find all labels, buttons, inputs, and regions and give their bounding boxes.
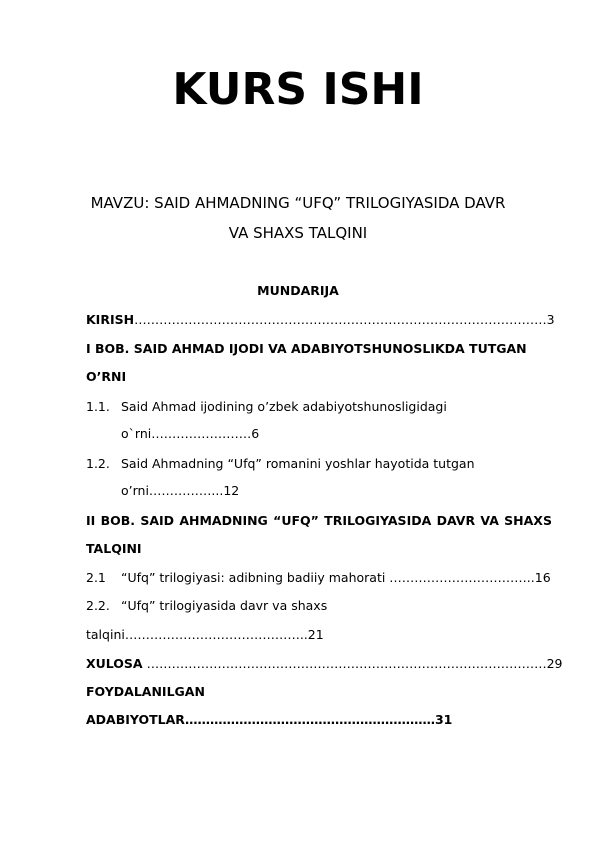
toc-chapter-2-word: BOB. — [100, 513, 136, 528]
toc-section-2-2-line-2: talqini……………………………………..21 — [86, 627, 324, 642]
toc-section-2-2-line-1: “Ufq” trilogiyasida davr va shaxs — [121, 598, 328, 613]
toc-chapter-2-word: AHMADNING — [179, 513, 268, 528]
toc-entry-label: ADABIYOTLAR — [86, 712, 185, 727]
toc-entry-dots: ……………………………………………………………………………………29 — [142, 656, 563, 671]
toc-section-1-2-number: 1.2. — [86, 456, 110, 471]
toc-section-2-1-line: “Ufq” trilogiyasi: adibning badiiy mahorati ……………………………..16 — [121, 570, 551, 585]
toc-section-1-1-line-1: Said Ahmad ijodining o’zbek adabiyotshunosligidagi — [121, 399, 447, 414]
toc-chapter-2-line-1 — [86, 513, 552, 528]
toc-chapter-2-word: SAID — [140, 513, 175, 528]
toc-entry-conclusion — [86, 656, 563, 672]
toc-chapter-2-word: SHAXS — [504, 513, 552, 528]
toc-chapter-1-line-2: O’RNI — [86, 369, 127, 384]
toc-section-1-2-line-2: o’rni……………...12 — [121, 483, 240, 498]
toc-entry-label: KIRISH — [86, 312, 135, 327]
toc-section-1-1-number: 1.1. — [86, 399, 110, 414]
toc-chapter-2-word: VA — [480, 513, 499, 528]
toc-chapter-1-line-1: I BOB. SAID AHMAD IJODI VA ADABIYOTSHUNOSLIKDA TUTGAN — [86, 341, 527, 356]
toc-chapter-2-word: DAVR — [436, 513, 476, 528]
toc-chapter-2-word: TRILOGIYASIDA — [324, 513, 432, 528]
toc-section-1-2-line-1: Said Ahmadning “Ufq” romanini yoshlar hayotida tutgan — [121, 456, 475, 471]
toc-entry-intro — [86, 312, 555, 328]
toc-chapter-2-line-2: TALQINI — [86, 541, 142, 556]
toc-references-line-1: FOYDALANILGAN — [86, 684, 205, 699]
toc-chapter-2-word: II — [86, 513, 96, 528]
toc-section-2-1-number: 2.1 — [86, 570, 106, 585]
toc-entry-dots: ……………………………………………………31 — [184, 712, 453, 727]
contents-heading: MUNDARIJA — [257, 283, 339, 298]
toc-entry-label: XULOSA — [86, 656, 143, 671]
document-title: KURS ISHI — [172, 64, 424, 115]
toc-chapter-2-word: “UFQ” — [273, 513, 319, 528]
topic-line-1: MAVZU: SAID AHMADNING “UFQ” TRILOGIYASIDA DAVR — [90, 194, 506, 212]
toc-entry-dots: ………………………………………………………………………………………3 — [134, 312, 555, 327]
toc-references-line-2 — [86, 712, 452, 728]
topic-line-2: VA SHAXS TALQINI — [228, 224, 368, 242]
toc-section-1-1-line-2: o`rni……………………6 — [121, 426, 260, 441]
toc-section-2-2-number: 2.2. — [86, 598, 110, 613]
